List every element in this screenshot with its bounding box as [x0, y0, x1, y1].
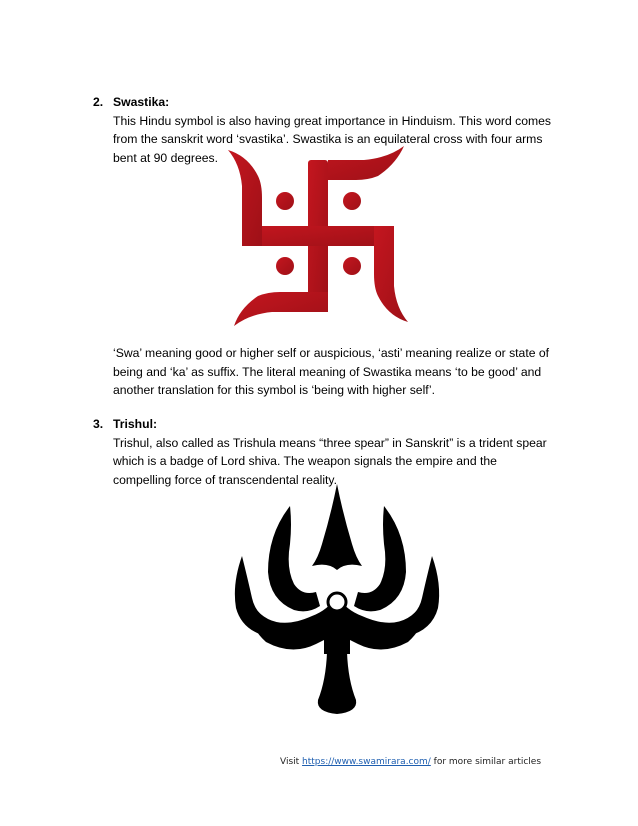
footer-link[interactable]: https://www.swamirara.com/: [302, 757, 431, 767]
text-line: ‘Swa’ meaning good or higher self or auspicious, ‘asti’ meaning realize or state of: [113, 346, 550, 360]
section-heading: Trishul:: [113, 417, 158, 431]
footer: [280, 757, 541, 767]
text-line: another translation for this symbol is ‘being with higher self’.: [113, 383, 435, 397]
swastika-symbol-icon: [228, 146, 408, 326]
trishul-image: [232, 484, 442, 714]
section-number: 3.: [93, 417, 104, 431]
section-number: 2.: [93, 95, 104, 109]
text-line: This Hindu symbol is also having great importance in Hinduism. This word comes: [113, 113, 552, 128]
footer-prefix: Visit: [280, 757, 303, 767]
text-line: which is a badge of Lord shiva. The weapon signals the empire and the: [113, 454, 497, 468]
text-line: from the sanskrit word ‘svastika’. Swastika is an equilateral cross with four arms: [113, 132, 543, 146]
swastika-image: [228, 146, 408, 326]
section-heading: Swastika:: [113, 95, 170, 109]
trishul-symbol-icon: [232, 484, 442, 714]
section-paragraph: [113, 344, 573, 400]
text-line: Trishul, also called as Trishula means “three spear” in Sanskrit” is a trident spear: [113, 435, 547, 450]
text-line: bent at 90 degrees.: [113, 150, 219, 165]
text-line: being and ‘ka’ as suffix. The literal meaning of Swastika means ‘to be good’ and: [113, 364, 542, 379]
section-intro: [113, 434, 573, 490]
footer-suffix: for more similar articles: [430, 757, 542, 767]
text-line: compelling force of transcendental reality.: [113, 472, 338, 487]
